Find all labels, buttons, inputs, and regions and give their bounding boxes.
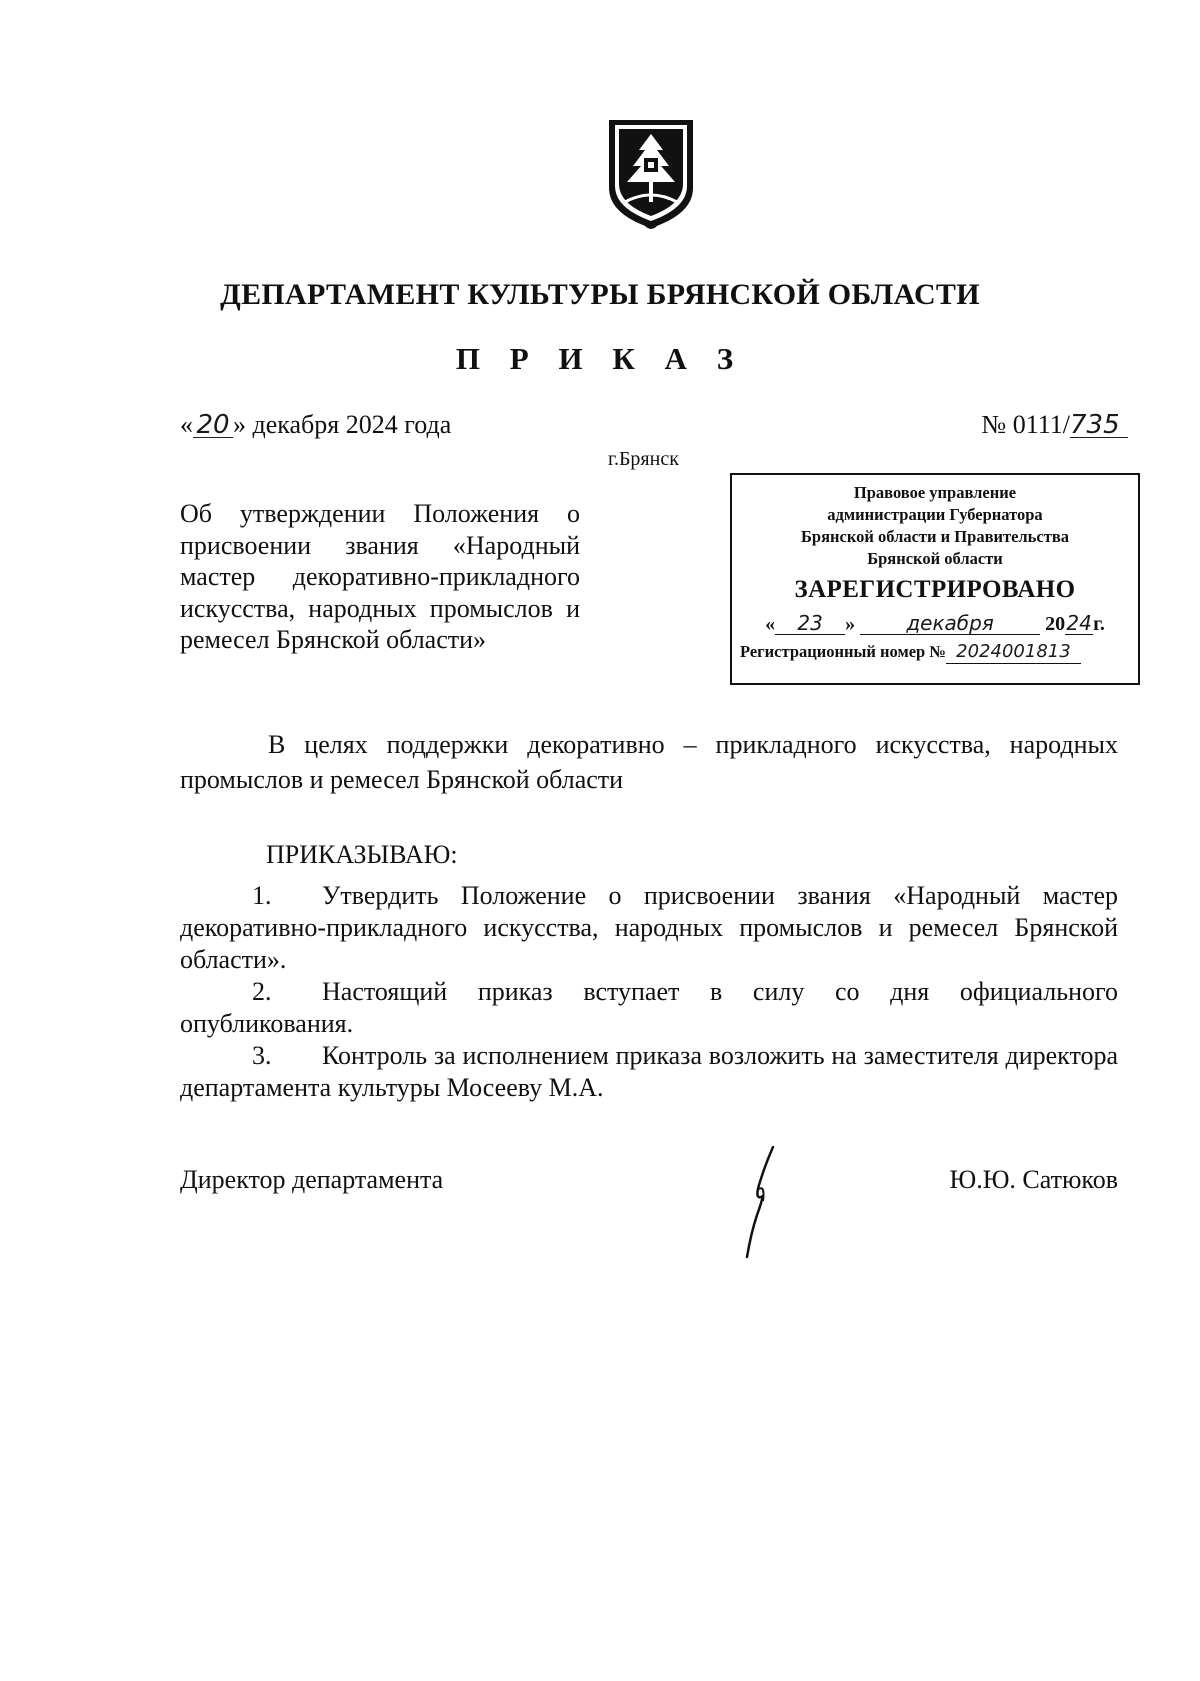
stamp-year-prefix: 20 <box>1045 613 1066 635</box>
order-item <box>180 1040 1118 1104</box>
order-date <box>180 410 451 440</box>
order-number-prefix: № 0111/ <box>981 410 1070 439</box>
item-text: Утвердить Положение о присвоении звания «Народный мастер декоративно-прикладного искусства, народных промыслов и ремесел Брянской области». <box>180 881 1118 974</box>
preamble <box>180 727 1118 797</box>
stamp-day-handwritten: 23 <box>775 612 845 635</box>
directive-heading: ПРИКАЗЫВАЮ: <box>266 840 458 869</box>
date-month-year: » декабря 2024 года <box>233 410 452 439</box>
city: г.Брянск <box>608 448 679 470</box>
order-item <box>180 976 1118 1040</box>
stamp-reg-label: Регистрационный номер № <box>740 642 946 661</box>
stamp-year-suffix: г. <box>1093 613 1105 635</box>
order-number-handwritten: 735 <box>1070 413 1128 438</box>
item-number: 2. <box>252 977 272 1006</box>
handwritten-signature-icon <box>735 1145 785 1260</box>
item-number: 3. <box>252 1041 272 1070</box>
order-number <box>981 410 1128 440</box>
stamp-quote-close: » <box>845 613 856 635</box>
stamp-date <box>732 612 1138 635</box>
stamp-year-handwritten: 24 <box>1066 611 1092 635</box>
department-title: ДЕПАРТАМЕНТ КУЛЬТУРЫ БРЯНСКОЙ ОБЛАСТИ <box>220 278 980 311</box>
signatory-name: Ю.Ю. Сатюков <box>949 1165 1118 1194</box>
order-subject: Об утверждении Положения о присвоении звания «Народный мастер декоративно-прикладного искусства, народных промыслов и ремесел Брянской области» <box>180 499 580 654</box>
registration-stamp <box>730 473 1140 685</box>
stamp-status: ЗАРЕГИСТРИРОВАНО <box>794 576 1076 603</box>
item-text: Настоящий приказ вступает в силу со дня официального опубликования. <box>180 977 1118 1038</box>
stamp-month-handwritten: декабря <box>860 612 1040 635</box>
item-number: 1. <box>252 881 272 910</box>
stamp-line-4: Брянской области <box>867 549 1003 568</box>
stamp-line-3: Брянской области и Правительства <box>801 527 1069 546</box>
document-type-title: П Р И К А З <box>455 341 745 376</box>
stamp-quote-open: « <box>765 613 776 635</box>
order-item <box>180 880 1118 976</box>
stamp-line-2: администрации Губернатора <box>827 505 1043 524</box>
coat-of-arms-icon <box>603 116 699 234</box>
stamp-registration <box>732 641 1138 664</box>
stamp-reg-number-handwritten: 2024001813 <box>946 641 1081 664</box>
date-open-quote: « <box>180 410 193 439</box>
preamble-text: В целях поддержки декоративно – прикладного искусства, народных промыслов и ремесел Брянской области <box>180 730 1118 794</box>
stamp-line-1: Правовое управление <box>853 483 1017 502</box>
item-text: Контроль за исполнением приказа возложить на заместителя директора департамента культуры Мосееву М.А. <box>180 1041 1118 1102</box>
date-day-handwritten: 20 <box>193 413 233 438</box>
signatory-role: Директор департамента <box>180 1165 444 1194</box>
